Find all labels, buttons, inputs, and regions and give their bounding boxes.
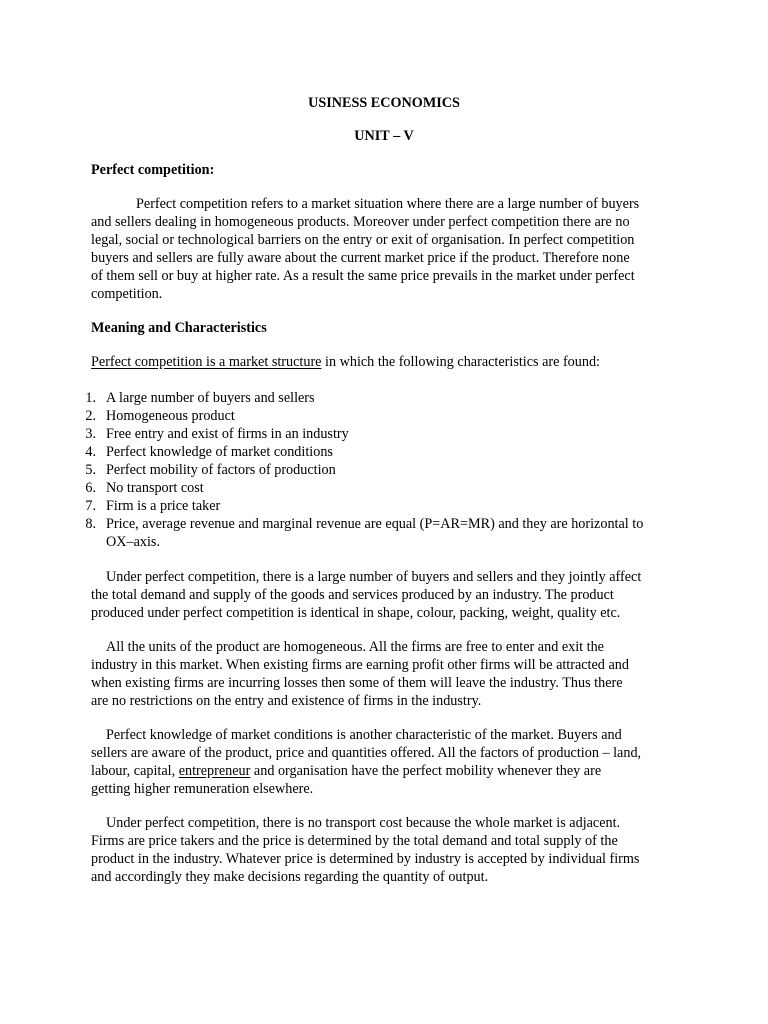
paragraph-line: industry in this market. When existing firms are earning profit other firms will be attracted and: [91, 657, 629, 673]
meaning-intro: [91, 353, 600, 371]
list-item: No transport cost: [106, 480, 204, 496]
paragraph-line: produced under perfect competition is identical in shape, colour, packing, weight, quality etc.: [91, 605, 621, 621]
list-item-continuation: OX–axis.: [106, 534, 160, 550]
paragraph-line: Under perfect competition, there is a large number of buyers and sellers and they jointly affect: [106, 569, 642, 585]
paragraph-line: the total demand and supply of the goods and services produced by an industry. The product: [91, 587, 614, 603]
paragraph-line: getting higher remuneration elsewhere.: [91, 781, 314, 797]
intro-line: of them sell or buy at higher rate. As a result the same price prevails in the market under perfect: [91, 268, 635, 284]
entrepreneur-link[interactable]: entrepreneur: [178, 763, 251, 779]
list-item: Price, average revenue and marginal revenue are equal (P=AR=MR) and they are horizontal to: [106, 516, 644, 532]
intro-line: competition.: [91, 286, 163, 302]
document-title: USINESS ECONOMICS: [308, 95, 460, 111]
list-number: 6.: [85, 480, 96, 496]
list-number: 5.: [85, 462, 96, 478]
text-span: and organisation have the perfect mobility whenever they are: [250, 763, 602, 779]
list-item: A large number of buyers and sellers: [106, 390, 315, 406]
intro-line: buyers and sellers are fully aware about the current market price if the product. Therefore none: [91, 250, 630, 266]
paragraph-line: product in the industry. Whatever price is determined by industry is accepted by individual firms: [91, 851, 640, 867]
list-item: Perfect knowledge of market conditions: [106, 444, 333, 460]
paragraph-line: Firms are price takers and the price is determined by the total demand and total supply of the: [91, 833, 618, 849]
intro-line: Perfect competition refers to a market situation where there are a large number of buyers: [136, 196, 640, 212]
list-number: 1.: [85, 390, 96, 406]
intro-line: and sellers dealing in homogeneous products. Moreover under perfect competition there are no: [91, 214, 630, 230]
list-number: 7.: [85, 498, 96, 514]
paragraph-line: Under perfect competition, there is no transport cost because the whole market is adjacent.: [106, 815, 621, 831]
list-item: Homogeneous product: [106, 408, 235, 424]
list-number: 8.: [85, 516, 96, 532]
list-item: Perfect mobility of factors of production: [106, 462, 336, 478]
paragraph-line: sellers are aware of the product, price and quantities offered. All the factors of production – land,: [91, 745, 642, 761]
list-number: 4.: [85, 444, 96, 460]
text-span: labour, capital,: [91, 763, 179, 779]
list-item: Firm is a price taker: [106, 498, 221, 514]
paragraph-line: All the units of the product are homogeneous. All the firms are free to enter and exit the: [106, 639, 604, 655]
paragraph-line: when existing firms are incurring losses then some of them will leave the industry. Thus there: [91, 675, 623, 691]
meaning-heading: Meaning and Characteristics: [91, 320, 267, 336]
paragraph-line: Perfect knowledge of market conditions is another characteristic of the market. Buyers and: [106, 727, 622, 743]
intro-line: legal, social or technological barriers on the entry or exit of organisation. In perfect competition: [91, 232, 635, 248]
unit-heading: UNIT – V: [354, 128, 414, 144]
market-structure-link[interactable]: Perfect competition is a market structure: [91, 354, 322, 370]
perfect-competition-heading: Perfect competition:: [91, 162, 215, 178]
paragraph-line: and accordingly they make decisions regarding the quantity of output.: [91, 869, 489, 885]
paragraph-line: [91, 762, 601, 780]
paragraph-line: are no restrictions on the entry and existence of firms in the industry.: [91, 693, 482, 709]
list-item: Free entry and exist of firms in an industry: [106, 426, 349, 442]
list-number: 3.: [85, 426, 96, 442]
list-number: 2.: [85, 408, 96, 424]
meaning-intro-rest: in which the following characteristics are found:: [321, 354, 601, 370]
